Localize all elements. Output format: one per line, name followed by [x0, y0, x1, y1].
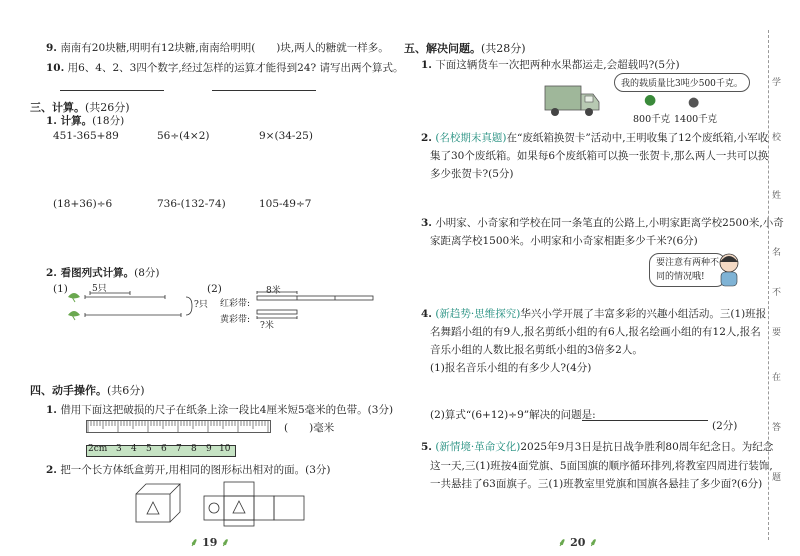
- leaf-icon: ⸙: [558, 536, 571, 549]
- answer-mm[interactable]: ( )毫米: [284, 422, 335, 434]
- ruler-ticks: [86, 420, 272, 434]
- calc-1-title: 1. 计算。(18分): [46, 115, 125, 127]
- calc-2-title: 2. 看图列式计算。(8分): [46, 267, 160, 279]
- op-question-1: 1. 借用下面这把破损的尺子在纸条上涂一段比4厘米短5毫米的色带。(3分): [46, 404, 394, 416]
- calc-item: 451-365+89: [53, 130, 119, 142]
- bird-icon: [68, 311, 80, 320]
- hint-speech-bubble: 要注意有两种不 同的情况哦!: [649, 253, 726, 287]
- bird-icon: [68, 293, 80, 302]
- answer-line-4-2[interactable]: [582, 420, 708, 421]
- op-question-2: 2. 把一个长方体纸盒剪开,用相同的图形标出相对的面。(3分): [46, 464, 331, 476]
- question-10: 10. 用6、4、2、3四个数字,经过怎样的运算才能得到24? 请写出两个算式。: [46, 62, 404, 74]
- section-4-heading: 四、动手操作。(共6分): [30, 384, 145, 397]
- question-9: 9. 南南有20块糖,明明有12块糖,南南给明明( )块,两人的糖就一样多。: [46, 42, 389, 54]
- problem-1: 1. 下面这辆货车一次把两种水果都运走,会超载吗?(5分): [421, 59, 680, 71]
- problem-5: 5. (新情境·革命文化)2025年9月3日是抗日战争胜利80周年纪念日。为纪念: [421, 441, 774, 453]
- answer-line-10b[interactable]: [212, 90, 316, 91]
- problem-3: 3. 小明家、小奇家和学校在同一条笔直的公路上,小明家距离学校2500米,小奇: [421, 217, 784, 229]
- calc-item: 736-(132-74): [157, 198, 226, 210]
- answer-line-10a[interactable]: [60, 90, 164, 91]
- page-number-right: ⸙ 20 ⸙: [558, 536, 598, 549]
- problem-4: 4. (新趋势·思维探究)华兴小学开展了丰富多彩的兴趣小组活动。三(1)班报: [421, 308, 767, 320]
- section-3-heading: 三、计算。(共26分): [30, 101, 130, 114]
- fruit1-weight: 800千克: [633, 114, 671, 125]
- cuboid-net: [204, 482, 304, 526]
- fruit2-weight: 1400千克: [674, 114, 718, 125]
- section-5-heading: 五、解决问题。(共28分): [404, 42, 526, 55]
- truck-icon: [543, 80, 603, 120]
- ribbon-diagram: [255, 290, 375, 320]
- calc-item: (18+36)÷6: [53, 198, 113, 210]
- page-number-left: ⸙ 19 ⸙: [190, 536, 230, 549]
- watermelon-icon: ●: [644, 92, 657, 108]
- box-and-net: [132, 480, 322, 528]
- apple-icon: ●: [688, 95, 700, 110]
- bird-diagram: [60, 287, 210, 327]
- girl-avatar-icon: [716, 252, 742, 288]
- calc-item: 9×(34-25): [259, 130, 313, 142]
- cuboid-icon: [136, 484, 180, 522]
- calc-item: 56÷(4×2): [157, 130, 210, 142]
- truck-speech-bubble: 我的载质量比3吨少500千克。: [614, 73, 750, 92]
- problem-4-sub1: (1)报名音乐小组的有多少人?(4分): [430, 362, 592, 374]
- calc-item: 105-49÷7: [259, 198, 312, 210]
- problem-2: 2. (名校期末真题)在“废纸箱换贺卡”活动中,王明收集了12个废纸箱,小军收: [421, 132, 769, 144]
- problem-4-sub2: (2)算式“(6+12)÷9”解决的问题是:: [430, 409, 596, 421]
- leaf-icon: ⸙: [190, 536, 203, 549]
